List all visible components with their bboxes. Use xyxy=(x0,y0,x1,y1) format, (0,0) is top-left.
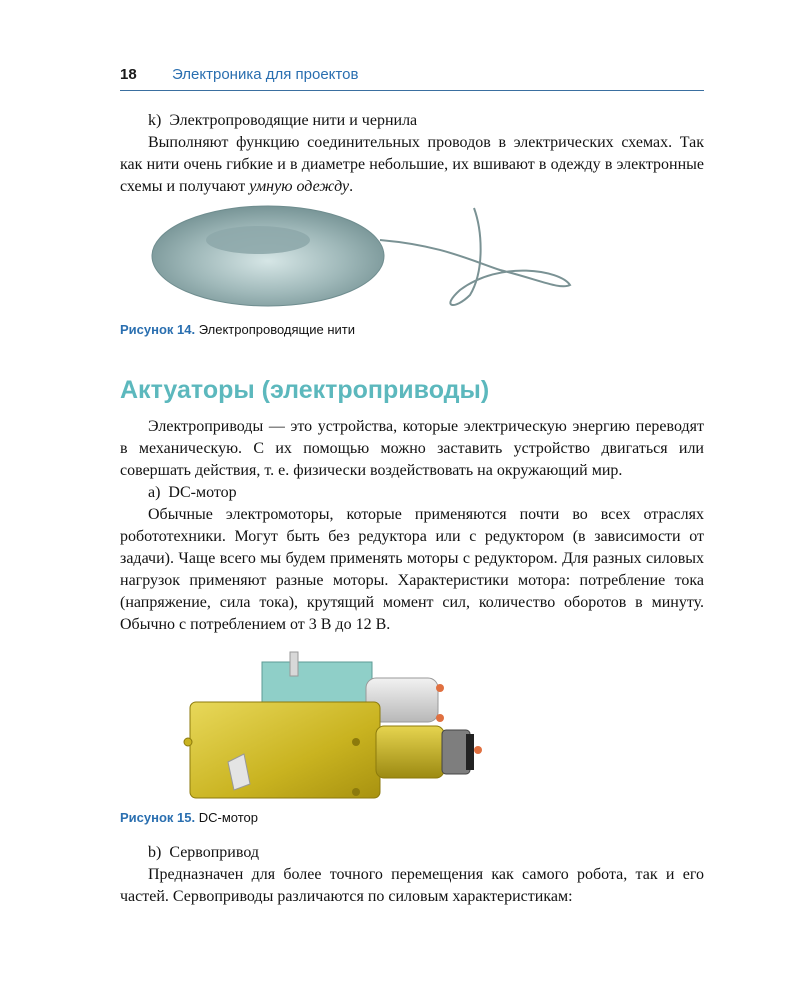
text-block-conductive-threads xyxy=(120,110,704,198)
list-item-k: k) Электропроводящие нити и чернила xyxy=(148,112,418,129)
running-header xyxy=(120,64,704,91)
motor-shaft xyxy=(290,652,298,676)
page-number: 18 xyxy=(120,66,137,83)
smart-clothing-term: умную одежду xyxy=(249,178,350,195)
paragraph-dc-motor: Обычные электромоторы, которые применяются почти во всех отраслях робототехники. Могут быть без редуктора или с редуктором (в зависимости от задачи). Чаще всего мы будем применять моторы с редуктором. Для разных силовых нагрузок применяют разные моторы. Характеристики мотора: потребление тока (напряжение, сила тока), крутящий момент сил, количество оборотов в минуту. Обычно с потреблением от 3 В до 12 В. xyxy=(120,506,704,633)
paragraph-actuators-intro: Электроприводы — это устройства, которые электрическую энергию переводят в механическую. С их помощью можно заставить устройство двигаться или совершать действия, т. е. физически воздействовать на окружающий мир. xyxy=(120,418,704,479)
motor-end-cap xyxy=(442,730,470,774)
figure-14-label: Рисунок 14. xyxy=(120,322,196,337)
motor-terminal xyxy=(436,714,444,722)
spool-hole xyxy=(206,226,310,254)
running-title: Электроника для проектов xyxy=(172,66,359,83)
paragraph-end: . xyxy=(349,178,354,195)
figure-15-text: DC-мотор xyxy=(195,810,258,825)
motor-terminal xyxy=(474,746,482,754)
mounting-hole xyxy=(352,788,360,796)
figure-14-conductive-thread xyxy=(140,200,580,320)
thread-spool xyxy=(152,206,384,306)
mounting-hole xyxy=(184,738,192,746)
mounting-hole xyxy=(352,738,360,746)
figure-14-text: Электропроводящие нити xyxy=(195,322,355,337)
section-title-actuators: Актуаторы (электроприводы) xyxy=(120,376,490,404)
paragraph-conductive-threads xyxy=(120,132,704,198)
figure-14-caption xyxy=(120,322,355,337)
motor-end-cap-rim xyxy=(466,734,474,770)
list-item-b: b) Сервопривод xyxy=(148,844,259,861)
motor-terminal xyxy=(436,684,444,692)
loose-thread xyxy=(380,208,570,305)
paragraph-text: Выполняют функцию соединительных проводов в электрических схемах. Так как нити очень гибкие и в диаметре небольшие, их вшивают в одежду в электронные схемы и получают xyxy=(120,134,704,195)
list-item-a: a) DC-мотор xyxy=(148,484,237,501)
figure-15-caption xyxy=(120,810,258,825)
yellow-motor-body xyxy=(376,726,444,778)
text-block-actuators xyxy=(120,416,704,636)
figure-15-label: Рисунок 15. xyxy=(120,810,196,825)
figure-15-dc-motor xyxy=(180,650,500,810)
paragraph-servo: Предназначен для более точного перемещения как самого робота, так и его частей. Сервоприводы различаются по силовым характеристикам: xyxy=(120,866,704,905)
text-block-servo xyxy=(120,842,704,908)
yellow-gearbox xyxy=(190,702,380,798)
